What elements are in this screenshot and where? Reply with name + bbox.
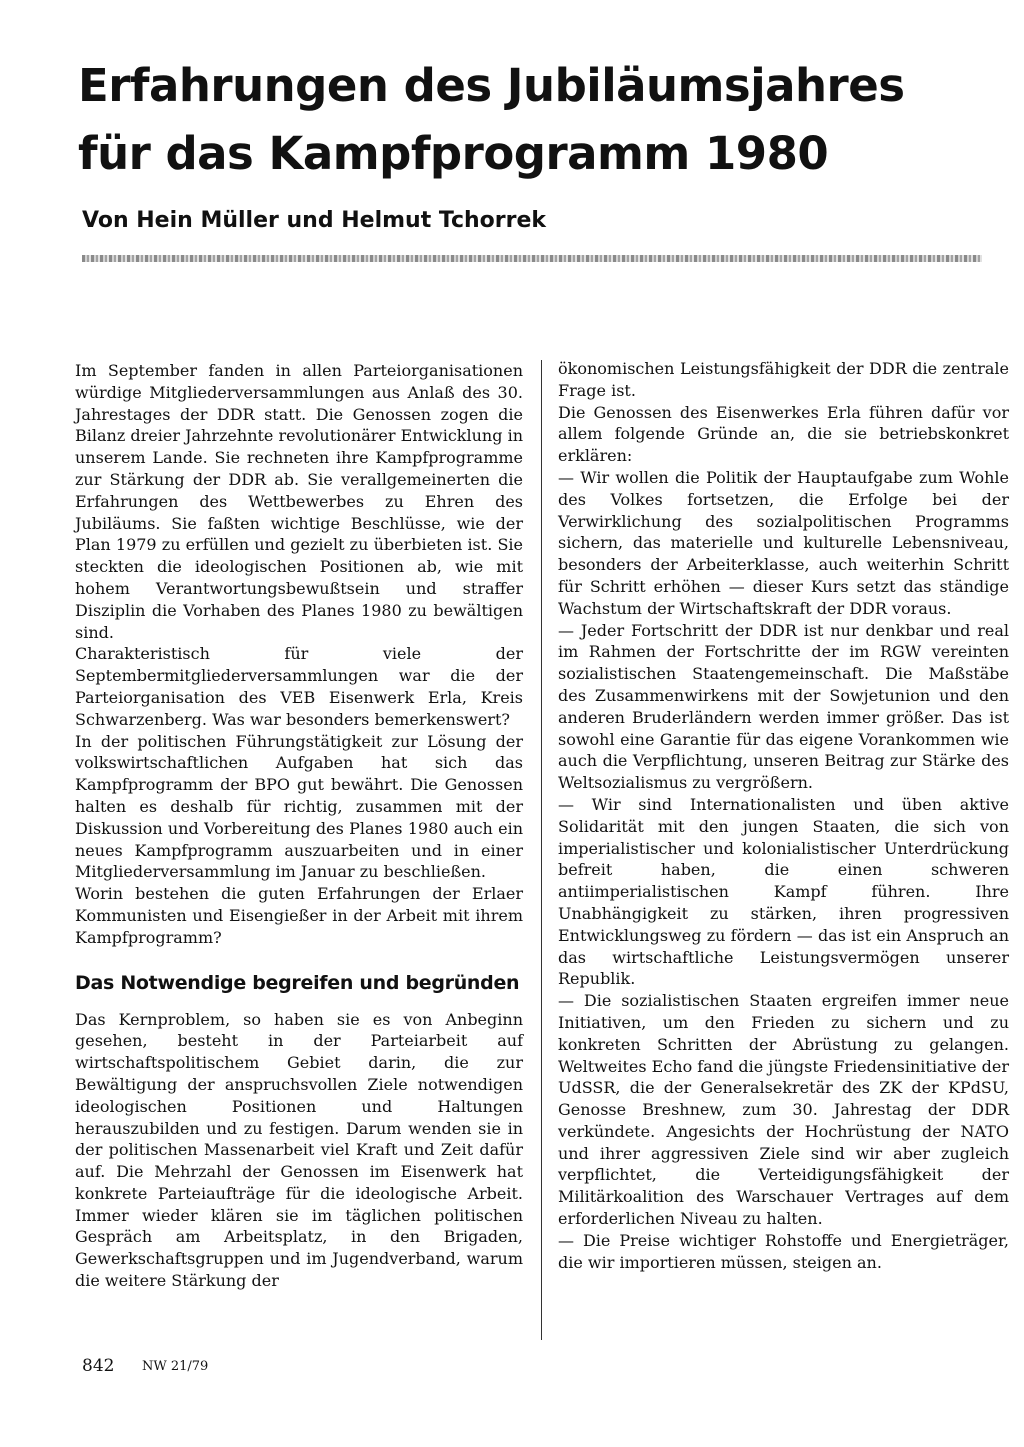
article-title <box>78 52 978 188</box>
right-column <box>558 358 1009 1273</box>
column-divider <box>541 360 542 1340</box>
paragraph: — Wir wollen die Politik der Hauptaufgabe zum Wohle des Volkes fortsetzen, die Erfolge bei der Verwirklichung des sozialpolitischen Programms sichern, das materielle und kulturelle Lebensniveau, besonders der Arbeiterklasse, auch weiterhin Schritt für Schritt erhöhen — dieser Kurs setzt das ständige Wachstum der Wirtschaftskraft der DDR voraus. <box>558 467 1009 618</box>
paragraph: — Die Preise wichtiger Rohstoffe und Energieträger, die wir importieren müssen, steigen an. <box>558 1230 1009 1272</box>
paragraph: Im September fanden in allen Parteiorganisationen würdige Mitgliederversammlungen aus Anlaß des 30. Jahrestages der DDR statt. Die Genossen zogen die Bilanz dreier Jahrzehnte revolutionärer Entwicklung in unserem Lande. Sie rechneten ihre Kampfprogramme zur Stärkung der DDR ab. Sie verallgemeinerten die Erfahrungen des Wettbewerbes zu Ehren des Jubiläums. Sie faßten wichtige Beschlüsse, wie der Plan 1979 zu erfüllen und gezielt zu überbieten ist. Sie steckten die ideologischen Positionen ab, wie mit hohem Verantwortungsbewußtsein und straffer Disziplin die Vorhaben des Planes 1980 zu bewältigen sind. <box>75 361 523 642</box>
issue-label: NW 21/79 <box>142 1359 209 1374</box>
paragraph: — Wir sind Internationalisten und üben aktive Solidarität mit den jungen Staaten, die sich von imperialistischer und kolonialistischer Unterdrückung befreit haben, die einen schweren antiimperialistischen Kampf führen. Ihre Unabhängigkeit zu stärken, ihren progressiven Entwicklungsweg zu fördern — das ist ein Anspruch an das wirtschaftliche Leistungsvermögen unserer Republik. <box>558 794 1009 989</box>
paragraph: Worin bestehen die guten Erfahrungen der Erlaer Kommunisten und Eisengießer in der Arbeit mit ihrem Kampfprogramm? <box>75 884 523 947</box>
paragraph: ökonomischen Leistungsfähigkeit der DDR die zentrale Frage ist. <box>558 359 1009 400</box>
paragraph: — Die sozialistischen Staaten ergreifen immer neue Initiativen, um den Frieden zu sichern und zu konkreten Schritten der Abrüstung zu gelangen. Weltweites Echo fand die jüngste Friedensinitiative der UdSSR, die der Generalsekretär des ZK der KPdSU, Genosse Breshnew, zum 30. Jahrestag der DDR verkündete. Angesichts der Hochrüstung der NATO und ihrer aggressiven Ziele sind wir aber zugleich verpflichtet, die Verteidigungsfähigkeit der Militärkoalition des Warschauer Vertrages auf dem erforderlichen Niveau zu halten. <box>558 991 1009 1229</box>
left-column <box>75 360 523 1292</box>
paragraph: Die Genossen des Eisenwerkes Erla führen dafür vor allem folgende Gründe an, die sie betriebskonkret erklären: <box>558 402 1009 466</box>
article-byline: Von Hein Müller und Helmut Tchorrek <box>82 208 547 233</box>
section-subheading: Das Notwendige begreifen und begründen <box>75 971 520 994</box>
paragraph: — Jeder Fortschritt der DDR ist nur denkbar und real im Rahmen der Fortschritte der im RGW vereinten sozialistischen Staatengemeinschaft. Die Maßstäbe des Zusammenwirkens mit der Sowjetunion und den anderen Bruderländern werden immer größer. Das ist sowohl eine Garantie für das eigene Vorankommen wie auch die Verpflichtung, unseren Beitrag zur Stärke des Weltsozialismus zu vergrößern. <box>558 620 1009 793</box>
paragraph: Das Kernproblem, so haben sie es von Anbeginn gesehen, besteht in der Parteiarbeit auf wirtschaftspolitischem Gebiet darin, die zur Bewältigung der anspruchsvollen Ziele notwendigen ideologischen Positionen und Haltungen herauszubilden und zu festigen. Darum wenden sie in der politischen Massenarbeit viel Kraft und Zeit dafür auf. Die Mehrzahl der Genossen im Eisenwerk hat konkrete Parteiaufträge für die ideologische Arbeit. Immer wieder klären sie im täglichen politischen Gespräch am Arbeitsplatz, in den Brigaden, Gewerkschaftsgruppen und im Jugendverband, warum die weitere Stärkung der <box>75 1009 523 1291</box>
article-title-line-1: Erfahrungen des Jubiläumsjahres <box>78 59 905 112</box>
paragraph: In der politischen Führungstätigkeit zur Lösung der volkswirtschaftlichen Aufgaben hat sich das Kampfprogramm der BPO gut bewährt. Die Genossen halten es deshalb für richtig, zusammen mit der Diskussion und Vorbereitung des Planes 1980 auch ein neues Kampfprogramm auszuarbeiten und in einer Mitgliederversammlung im Januar zu beschließen. <box>75 731 523 882</box>
title-rule <box>82 255 982 262</box>
article-title-line-2: für das Kampfprogramm 1980 <box>78 127 829 180</box>
page-number: 842 <box>82 1356 115 1376</box>
paragraph: Charakteristisch für viele der Septembermitgliederversammlungen war die der Parteiorganisation des VEB Eisenwerk Erla, Kreis Schwarzenberg. Was war besonders bemerkenswert? <box>75 644 523 729</box>
